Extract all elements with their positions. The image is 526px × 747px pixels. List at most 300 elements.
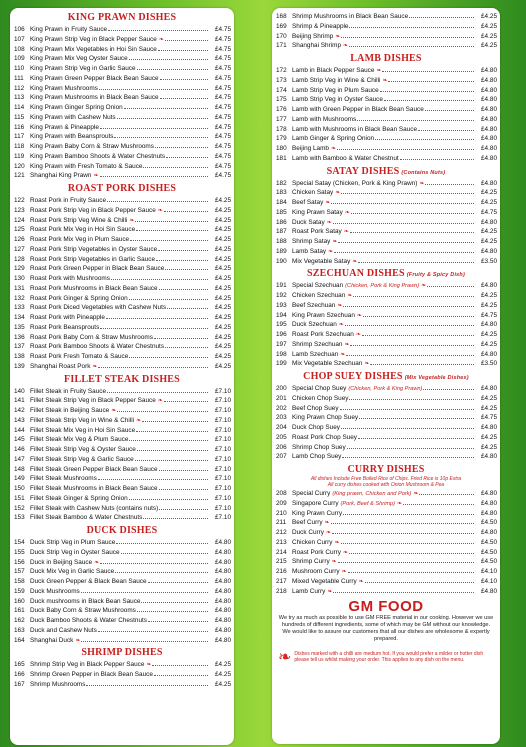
item-number: 146 [14,446,25,453]
section-title-text: FILLET STEAK DISHES [64,373,180,385]
item-number: 170 [276,32,287,40]
chili-icon: ❧ [157,398,163,405]
item-number: 179 [276,135,287,143]
chili-icon: ❧ [352,258,358,265]
item-price: £4.25 [481,13,497,20]
item-price: £4.25 [481,189,497,197]
section-title-text: DUCK DISHES [86,525,158,536]
item-price: £7.10 [215,475,231,483]
leader-dots [156,254,208,261]
item-number: 138 [14,353,25,360]
item-name: King Prawn Chop Suey [292,414,359,422]
item-number: 123 [14,206,25,214]
item-price: £4.25 [215,353,231,360]
leader-dots [117,405,208,412]
leader-dots [159,464,208,471]
item-price: £7.10 [215,397,231,405]
chili-icon: ❧ [75,637,81,644]
item-number: 199 [276,360,287,368]
item-price: £4.75 [481,311,497,319]
item-number: 141 [14,397,25,405]
item-number: 161 [14,607,25,615]
item-number: 206 [276,443,287,451]
item-price: £4.50 [481,519,497,527]
item-number: 211 [276,519,287,527]
menu-item-148 [13,464,231,474]
item-number: 118 [14,143,25,150]
menu-item-119 [13,151,231,161]
item-sub: (Pork, Beef & Shrimp) [340,500,395,507]
item-price: £4.75 [215,65,231,72]
menu-item-185 [275,207,497,217]
leader-dots [121,547,208,554]
menu-item-166 [13,669,231,679]
menu-item-161 [13,605,231,615]
item-name: Shrimp Strip Veg in Black Pepper Sauce [30,661,145,669]
menu-item-157 [13,566,231,576]
section-title [275,463,497,476]
menu-item-187 [275,226,497,236]
item-number: 162 [14,617,25,624]
chili-icon: ❧ [419,180,425,187]
item-name: Fillet Steak Green Pepper Black Bean Sauce [30,465,158,473]
leader-dots [165,341,208,348]
item-price: £4.80 [481,145,497,152]
item-price: £4.50 [481,558,497,566]
item-name: Duck Szechuan [292,321,337,329]
item-price: £4.80 [215,597,231,605]
menu-item-194 [275,310,497,320]
leader-dots [334,246,474,253]
item-name: Duck Mushrooms [30,587,80,595]
item-number: 172 [276,67,287,74]
menu-item-189 [275,246,497,256]
section-title-text: SZECHUAN DISHES [306,268,405,280]
item-name: Fillet Steak Mushrooms [30,475,97,483]
item-name: Shanghai Roast Pork [30,362,91,370]
leader-dots [362,329,474,336]
menu-item-145 [13,434,231,444]
item-price: £4.75 [215,172,231,180]
chili-icon: ❧ [136,417,142,424]
item-number: 195 [276,321,287,329]
item-name: Roast Pork Strip Veg Wine & Chilli [30,216,128,224]
leader-dots [143,512,208,519]
leader-dots [333,586,474,593]
item-price: £4.25 [481,443,497,451]
menu-item-196 [275,329,497,339]
item-price: £4.25 [215,671,231,678]
chili-icon: ❧ [335,190,341,197]
leader-dots [425,178,474,185]
leader-dots [342,451,474,458]
leader-dots [345,319,474,326]
menu-item-134 [13,312,231,322]
item-number: 176 [276,106,287,113]
item-name: King Prawn Mix Vegetables in Hoi Sin Sauce [30,45,157,53]
leader-dots [427,280,474,287]
leader-dots [135,454,208,461]
item-name: Shrimp Satay [292,238,331,245]
item-price: £4.25 [215,236,231,243]
leader-dots [350,226,474,233]
leader-dots [400,153,474,160]
item-price: £4.75 [215,55,231,63]
item-price: £4.75 [215,94,231,102]
item-name: Roast Pork in Fruity Sauce [30,197,107,204]
item-price: £4.80 [481,179,497,187]
item-price: £7.10 [215,485,231,492]
item-name: King Prawn Ginger Spring Onion [30,104,123,111]
item-number: 140 [14,387,25,395]
menu-item-169 [275,21,497,31]
item-price: £4.25 [215,333,231,341]
item-price: £4.50 [481,548,497,556]
leader-dots [117,112,208,119]
item-price: £4.80 [481,424,497,431]
chili-icon: ❧ [325,530,331,536]
item-name: Roast Pork Strip Vegetables in Garlic Sauce [30,255,156,263]
leader-dots [370,358,474,365]
item-price: £4.80 [215,568,231,576]
chili-icon: ❧ [413,491,419,497]
item-name: Fillet Steak Bamboo & Water Chestnuts [30,514,143,522]
item-name: King Prawn Mushrooms in Black Bean Sauce [30,94,159,102]
chili-icon: ❧ [328,248,334,255]
section-title-text: CHOP SUEY DISHES [303,371,403,382]
section-roast-pork-dishes [10,182,234,371]
item-name: Roast Pork Curry [292,548,342,556]
item-name: Singapore Curry [292,499,339,507]
leader-dots [148,615,208,622]
item-price: £4.25 [215,275,231,282]
item-price: £4.80 [215,617,231,624]
item-price: £4.25 [215,284,231,292]
chili-icon: ❧ [324,520,330,527]
menu-item-132 [13,293,231,303]
item-number: 218 [276,587,287,595]
item-number: 192 [276,292,287,299]
item-number: 124 [14,216,25,224]
menu-item-182 [275,178,497,188]
item-price: £4.75 [215,143,231,150]
item-name: Roast Pork Baby Corn & Straw Mushrooms [30,333,153,341]
leader-dots [359,412,474,419]
item-number: 125 [14,226,25,234]
item-price: £4.75 [215,113,231,121]
item-name: Chicken Satay [292,189,334,197]
item-number: 136 [14,333,25,341]
item-name: Roast Pork Beansprouts [30,323,100,331]
section-szechuan-dishes [272,267,500,368]
item-number: 115 [14,113,25,121]
item-name: Fillet Steak Strip Veg in Black Pepper Sauce [30,397,156,405]
menu-item-110 [13,63,231,73]
leader-dots [137,605,208,612]
item-name: Roast Pork Mushrooms in Black Bean Sauce [30,284,158,292]
menu-item-213 [275,537,497,547]
item-name: Duck Strip Veg in Plum Sauce [30,539,116,546]
item-price: £4.25 [481,404,497,412]
menu-item-215 [275,556,497,566]
item-number: 131 [14,284,25,292]
menu-item-167 [13,679,231,689]
chili-icon: ❧ [340,351,346,358]
item-price: £4.25 [215,323,231,331]
menu-item-122 [13,195,231,205]
chili-footnote-text: Dishes marked with a chilli are medium hot. If you would prefer a milder or hotter dish please tell us whilst making your order. This applies to any dish on the menu. [294,651,484,664]
item-name: Chicken Curry [292,538,333,546]
menu-item-131 [13,283,231,293]
item-number: 178 [276,125,287,133]
leader-dots [107,195,208,202]
item-name: Roast Pork Diced Vegetables with Cashew Nuts [30,304,167,312]
item-name: Lamb with Bamboo & Water Chestnut [292,154,399,162]
leader-dots [129,351,208,358]
leader-dots [158,244,208,251]
section-subtitle: (Mix Vegetable Dishes) [404,375,469,381]
chili-icon: ❧ [341,569,347,575]
item-number: 106 [14,26,25,33]
item-number: 112 [14,84,25,92]
item-name: Chicken Chop Suey [292,394,349,402]
menu-item-165 [13,659,231,669]
item-number: 177 [276,115,287,123]
item-name: Shrimp Mushrooms in Black Bean Sauce [292,13,409,20]
chili-icon: ❧ [332,239,338,245]
item-number: 143 [14,416,25,424]
item-number: 127 [14,245,25,253]
leader-dots [343,300,474,307]
item-number: 156 [14,558,25,566]
leader-dots [136,224,208,231]
item-price: £4.10 [481,577,497,585]
leader-dots [160,73,208,80]
item-name: Shrimp Szechuan [292,340,343,348]
menu-item-174 [275,85,497,95]
item-number: 212 [276,529,287,536]
item-name: Shanghai Shrimp [292,42,342,50]
item-name: Duck Satay [292,218,325,226]
menu-item-129 [13,263,231,273]
item-number: 205 [276,433,287,441]
menu-item-144 [13,425,231,435]
item-number: 152 [14,504,25,512]
item-number: 175 [276,96,287,104]
item-name: Shrimp Mushrooms [30,680,86,688]
item-number: 110 [14,65,25,72]
menu-item-198 [275,349,497,359]
menu-item-130 [13,273,231,283]
menu-item-136 [13,332,231,342]
menu-item-107 [13,34,231,44]
item-number: 213 [276,538,287,546]
item-name: Fillet Steak Mushrooms in Black Bean Sauce [30,485,158,492]
item-price: £4.25 [481,22,497,30]
leader-dots [341,422,474,429]
item-name: Lamb Strip Veg in Wine & Chilli [292,76,381,84]
item-name: King Prawn Mushrooms [30,84,98,92]
leader-dots [100,322,208,329]
item-number: 201 [276,394,287,402]
section-title-text: SHRIMP DISHES [81,647,163,659]
leader-dots [353,290,474,297]
section-duck-dishes [10,524,234,644]
menu-item-200 [275,383,497,393]
item-number: 173 [276,76,287,84]
item-name: King Prawn Green Pepper Black Bean Sauce [30,74,159,82]
item-name: Lamb with Mushrooms [292,115,357,123]
menu-item-120 [13,161,231,171]
menu-item-112 [13,83,231,93]
item-price: £4.25 [481,301,497,309]
item-number: 216 [276,568,287,575]
leader-dots [358,432,474,439]
item-price: £7.10 [215,504,231,512]
item-name: Roast Pork Ginger & Spring Onion [30,294,128,302]
item-name: Lamb Strip Veg in Oyster Sauce [292,96,383,104]
menu-item-180 [275,143,497,153]
leader-dots [343,508,474,515]
leader-dots [341,187,474,194]
menu-item-178 [275,124,497,134]
item-number: 129 [14,265,25,273]
leader-dots [423,383,474,390]
item-number: 189 [276,247,287,255]
menu-item-210 [275,508,497,518]
leader-dots [337,143,474,150]
item-price: £4.10 [481,568,497,575]
item-name: King Prawn in Fruity Sauce [30,26,108,33]
menu-item-133 [13,302,231,312]
item-name: Duck Strip Veg in Oyster Sauce [30,548,120,556]
leader-dots [357,114,474,121]
item-number: 200 [276,385,287,392]
leader-dots [100,170,209,177]
item-name: Roast Pork with Mushrooms [30,275,110,282]
item-price: £4.80 [481,282,497,290]
item-name: Beef Szechuan [292,301,336,309]
item-price: £4.25 [215,343,231,351]
chili-icon: ❧ [344,209,350,216]
item-number: 133 [14,304,25,312]
menu-item-143 [13,415,231,425]
section-subtitle: (Contains Nuts) [401,169,446,176]
menu-item-109 [13,53,231,63]
item-price: £4.80 [481,247,497,255]
item-number: 120 [14,162,25,170]
item-price: £4.75 [215,104,231,111]
item-price: £4.25 [481,394,497,402]
leader-dots [167,302,208,309]
chili-icon: ❧ [344,341,350,348]
item-number: 142 [14,407,25,414]
item-name: Special Szechuan [292,282,344,290]
item-name: Special Satay (Chicken, Pork & King Prawn) [292,179,418,187]
item-name: Fillet Steak with Cashew Nuts (contains nuts) [30,504,159,512]
menu-item-179 [275,133,497,143]
menu-item-160 [13,596,231,606]
chili-icon: ❧ [94,559,100,566]
menu-item-152 [13,503,231,513]
leader-dots [164,205,208,212]
item-name: Lamb Satay [292,247,327,255]
item-price: £4.80 [215,578,231,585]
item-number: 209 [276,499,287,507]
item-price: £7.10 [215,514,231,522]
item-name: King Prawn Strip Veg in Black Pepper Sauce [30,35,157,43]
item-name: King Prawn & Pineapple [30,123,99,131]
item-sub: (King prawn, Chicken and Pork) [332,491,412,497]
section-fillet-steak-dishes [10,373,234,523]
section-curry-dishes [272,463,500,595]
leader-dots [143,161,208,168]
menu-item-212 [275,527,497,537]
menu-item-113 [13,92,231,102]
item-number: 119 [14,152,25,160]
item-price: £4.25 [481,433,497,441]
leader-dots [129,293,208,300]
leader-dots [331,197,474,204]
item-number: 171 [276,42,287,50]
menu-item-153 [13,512,231,522]
menu-item-118 [13,141,231,151]
section-shrimp-dishes [10,646,234,688]
item-price: £4.25 [215,197,231,204]
item-price: £4.80 [481,499,497,507]
item-name: Lamb Szechuan [292,350,339,358]
menu-item-214 [275,547,497,557]
item-number: 202 [276,404,287,412]
menu-item-170 [275,31,497,41]
item-number: 158 [14,578,25,585]
chili-icon: ❧ [334,539,340,546]
item-price: £4.25 [215,255,231,263]
item-number: 164 [14,636,25,644]
item-number: 187 [276,228,287,236]
menu-item-128 [13,254,231,264]
section-continued [272,8,500,50]
item-name: Roast Pork Mix Veg in Plum Sauce [30,236,130,243]
item-number: 184 [276,199,287,206]
leader-dots [98,625,208,632]
item-name: King Prawn Mix Veg Oyster Sauce [30,55,128,63]
chili-icon: ❧ [343,229,349,236]
menu-item-183 [275,187,497,197]
section-note: All dishes Include Free Boiled Rice of Chips. Fried Rice is 10p Extra [310,476,462,482]
item-name: King Prawn with Beansprouts [30,133,114,141]
chili-icon: ❧ [356,312,362,319]
item-number: 168 [276,13,287,20]
item-price: £4.80 [215,558,231,566]
leader-dots [129,493,208,500]
section-title [13,182,231,195]
chili-icon: ❧ [92,363,98,370]
item-number: 132 [14,294,25,302]
item-price: £4.80 [481,106,497,113]
menu-item-204 [275,422,497,432]
item-price: £4.25 [215,314,231,321]
leader-dots [340,403,474,410]
item-price: £4.80 [481,490,497,497]
item-name: Lamb with Green Pepper in Black Bean Sauce [292,106,424,113]
menu-item-108 [13,44,231,54]
item-number: 193 [276,301,287,309]
leader-dots [155,141,208,148]
leader-dots [403,498,474,505]
chili-icon: ❧ [421,283,427,290]
item-price: £4.25 [215,661,231,669]
